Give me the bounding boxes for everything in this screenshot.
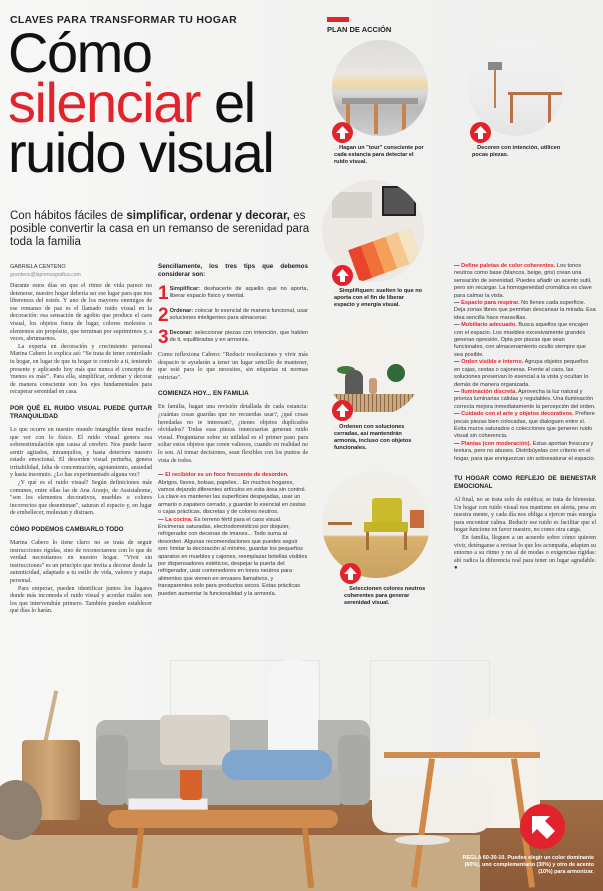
- tip-lighting: — Iluminación discreta. Aprovecha la luz natural y prioriza luminarias cálidas y regulables. Una iluminación correcta mejora inmediatamente la percepción del orden.: [454, 388, 596, 410]
- photo-yellow-chair: [322, 470, 430, 578]
- tip-label: Ordenar:: [169, 308, 194, 314]
- plan-caption: _ Seleccionen colores neutros coherentes para generar serenidad visual.: [344, 586, 426, 606]
- paragraph: Marina Cabero lo tiene claro: no se trata de seguir instrucciones rígidas, sino de reconectarnos con lo que de verdad necesitamos en nuestro hogar. "Vivir sin instrucciones" es un principio que invita a decorar desde la autenticidad, adaptado a tu estilo de vida, valores y etapa personal.: [10, 540, 152, 584]
- rule-60-30-10-caption: REGLA 60-30-10. Puedes elegir un color dominante (60%), uno complementario (30%) y otro de acento (10%) para armonizar.: [462, 855, 594, 875]
- tip-text: Prefiere pocas piezas bien colocadas, que dialoguen entre sí. Evita muros saturados o colecciones que generen ruido visual sin coherencia.: [454, 411, 595, 440]
- tip-text: seleccionar piezas con intención, que hablen de ti, equilibradas y en armonía.: [169, 330, 308, 343]
- deck-pre: Con hábitos fáciles de: [10, 210, 127, 222]
- byline: [10, 264, 81, 278]
- tip-art: — Cuidado con el arte y objetos decorativos. Prefiere pocas piezas bien colocadas, que dialoguen entre sí. Evita muros saturados o colecciones que generen ruido visual sin coherencia.: [454, 411, 595, 440]
- plan-caption: _ Hagan un "tour" consciente por cada estancia para detectar el ruido visual.: [334, 145, 424, 165]
- headline: [8, 21, 274, 184]
- arrow-up-icon: [332, 265, 353, 286]
- tip-plants: — Plantas (con moderación). Estas aportan frescura y textura, pero no abuses. Distribúyelas con criterio en el hogar, para que enriquezcan sin sobresaturar el espacio.: [454, 440, 596, 462]
- tip-item: [158, 283, 308, 304]
- paragraph: Como reflexiona Cabero: "Reducir resoluciones y vivir más despacio te ayudarán a tener un lugar sencillo de mantener, que esté para lo que necesites, sin etiquetas ni normas estrictas".: [158, 352, 308, 381]
- tip-key: Espacio para respirar.: [461, 300, 520, 307]
- paragraph: En familia, hagan una revisión detallada de cada estancia: ¿cuántas cosas guardas que no recuerdas usar?, ¿qué cosas heredadas no te interesan?, ¿tienes objetos duplicados olvidados? Todas esas piezas innecesarias generan ruido visual. Preguntarse sobre su utilidad es el primer paso para soltar estos objetos que creen valiosos, cuando en realidad no lo son. Al tomar decisiones, sean flexibles con los puntos de vista de todos.: [158, 404, 308, 464]
- paragraph-text: En familia, lleguen a un acuerdo sobre cómo quieren vivir, deténganse a revisar lo que los acompaña, adapten su entorno a su ritmo y no al de modas o exigencias rígidas: ahí radica la diferencia real para tener un lugar agradable.: [454, 534, 596, 564]
- tip-text: deshacerte de aquello que no aporta, liberar espacio físico y mental.: [169, 286, 308, 299]
- tip-number: 3: [158, 327, 169, 348]
- caption-text: Ordenen con soluciones cerradas, así mantendrán armonía, incluso con objetos funcionales.: [334, 424, 412, 451]
- tip-item: [158, 327, 308, 348]
- arrow-up-icon: [332, 400, 353, 421]
- headline-line3: ruido visual: [8, 121, 274, 184]
- tip-key: Orden visible e interno.: [461, 359, 524, 366]
- tip-key: Define paletas de color coherentes.: [461, 263, 556, 269]
- tips-intro: Sencillamente, los tres tips que debemos considerar son:: [158, 263, 308, 278]
- tip-text: colocar lo esencial de manera funcional, usar soluciones inteligentes para almacenar.: [169, 308, 308, 321]
- tip-key: Mobiliario adecuado.: [461, 322, 517, 329]
- tip-text: No llenes cada superficie. Deja zonas libres que permitan descansar la mirada. Esa idea sencilla hace maravillas.: [454, 300, 596, 321]
- caption-text: Seleccionen colores neutros coherentes para generar serenidad visual.: [344, 586, 426, 606]
- photo-kitchen: [332, 40, 428, 136]
- tip-item: [158, 305, 308, 326]
- caption-text: Hagan un "tour" consciente por cada estancia para detectar el ruido visual.: [334, 145, 424, 165]
- caption-text: Decoren con intención, utilicen pocas piezas.: [472, 145, 561, 158]
- tip-text: Agrupa objetos pequeños en cajas, cestas o cajoneras. Frente al caos, las soluciones preservan lo esencial a la vista y ocultan lo demás de manera organizada.: [454, 359, 589, 388]
- author-email[interactable]: gcenteno@laprensagrafica.com: [10, 272, 81, 278]
- paragraph: Lo que ocurre en nuestro mundo intangible tiene mucho que ver con lo físico. El ruido visual genera esa sobreestimulación que causa al cerebro. Nos puede hacer sentir agitados, intranquilos, y hasta deteriora nuestro estado emocional. El desorden visual perturba, genera irritabilidad, falta de concentración, agotamiento, ansiedad y hasta insomnio. ¿Lo has experimentado alguna vez?: [10, 426, 152, 479]
- tip-text: Estas aportan frescura y textura, pero no abuses. Distribúyelas con criterio en el hogar, para que enriquezcan sin sobresaturar el espacio.: [454, 440, 596, 462]
- author-name: GABRIELA CENTENO: [10, 264, 66, 270]
- deck: [10, 210, 310, 249]
- tip-text: Aprovecha la luz natural y prioriza luminarias cálidas y regulables. Una iluminación correcta mejora inmediatamente la percepción del orden.: [454, 388, 596, 410]
- deck-post: es posible convertir la casa en un remanso de serenidad para toda la familia: [10, 210, 310, 248]
- highlight-recibidor: — El recibidor es un foco frecuente de desorden. Abrigos, llaves, bolsas, papeles... En muchos hogares, vamos dejando diferentes artículos en esta área sin control. La clave es mantener las superficies despejadas, usar un armario o zapatero cerrado, y guardar lo esencial en cestas o cajas prácticas, discretas y de colores neutros.: [158, 472, 307, 516]
- arrow-up-icon: [470, 122, 491, 143]
- headline-line1: Cómo: [8, 21, 152, 84]
- plan-caption: _ Simplifiquen: suelten lo que no aporta con el fin de liberar espacio y energía visual.: [334, 288, 423, 308]
- paragraph: Durante estos días en que el ritmo de vida parece no detenerse, nuestro hogar debería ser ese lugar para que nos liberemos del estrés. Y uno de los mayores enemigos de ese remanso de paz es el llamado ruido visual en la decoración: esa sensación de agobio que produce el caos visual, los objetos fuera de lugar, colores molestos o elementos sin propósito, que terminan por suprimirnos y, a veces, abrumarnos.: [10, 283, 152, 343]
- tip-number: 1: [158, 283, 169, 304]
- tip-label: Simplificar:: [169, 286, 201, 292]
- tip-color-palette: — Define paletas de color coherentes. Los tonos neutros como base (blancos, beige, gris) crean una sensación de serenidad. Puedes añadir un acento sutil, pero sin recargar. La homogeneidad cromática es clave para calmar la vista.: [454, 263, 592, 299]
- highlight-text: Abrigos, llaves, bolsas, papeles... En muchos hogares, vamos dejando diferentes artículos en esta área sin control. La clave es mantener las superficies despejadas, usar un armario o zapatero cerrado, y guardar lo esencial en cestas o cajas prácticas, discretas y de colores neutros.: [158, 479, 307, 516]
- tip-order: — Orden visible e interno. Agrupa objetos pequeños en cajas, cestas o cajoneras. Frente al caos, las soluciones preservan lo esencial a la vista y ocultan lo demás de manera organizada.: [454, 359, 589, 388]
- headline-line2-rest: el: [199, 71, 255, 134]
- headline-red-word: silenciar: [8, 71, 200, 134]
- paragraph: Al final, no se trata solo de estética; se trata de bienestar. Un hogar con ruido visual nos mantiene en alerta, pesa en nuestra mente, y cada día nos obliga a ejercer más energía para encontrar calma. Reducir ese ruido es facilitar que el hogar funcione en favor nuestro, no como otra carga.: [454, 496, 596, 534]
- tip-furniture: — Mobiliario adecuado. Busca aquellos que encajen con el espacio. Los muebles excesivamente grandes generan opresión. Opta por piezas que sean funcionales, con almacenamiento oculto siempre que sea posible.: [454, 322, 589, 358]
- tip-key: Cuidado con el arte y objetos decorativos.: [461, 411, 574, 418]
- column-4: [454, 263, 596, 573]
- tip-label: Decorar:: [169, 330, 193, 336]
- deck-bold: simplificar, ordenar y decorar,: [126, 210, 290, 222]
- caption-text: Simplifiquen: suelten lo que no aporta con el fin de liberar espacio y energía visual.: [334, 288, 423, 308]
- column-1: [10, 283, 152, 616]
- tip-key: Plantas (con moderación).: [461, 440, 532, 447]
- paragraph: [454, 535, 596, 573]
- tip-text: Busca aquellos que encajen con el espacio. Los muebles excesivamente grandes generan opresión. Opta por piezas que sean funcionales, con almacenamiento oculto siempre que sea posible.: [454, 322, 589, 358]
- arrow-up-left-icon: [520, 804, 565, 849]
- highlight-text: Es terreno fértil para el caos visual. Encimeras saturadas, electrodomésticos por doquier, refrigerador con decenas de imanes... Todo suma al desorden. Algunas recomendaciones que puedes seguir son: limitar la decoración al mínimo, guardar los pequeños aparatos en muebles y cajones, reemplazar botellas visibles por dispensadores estéticos, despejar la puerta del refrigerador, usar contenedores en tonos neutros para alimentos que vienen en envases llamativos, y transparentes solo para productos secos. Estas prácticas pueden aumentar la funcionalidad y la armonía.: [158, 516, 308, 597]
- paragraph: La experta en decoración y crecimiento personal Marina Cabero lo explica así: "Se trata de tener controlado tu hogar, en lugar de que tu hogar te controle a ti, teniendo presente y aplicando hoy más que nunca el concepto de 'menos es más'". Para ella, simplificar, ordenar y decorar de manera consciente son los ejes fundamentales para recuperar serenidad en casa.: [10, 343, 152, 396]
- tip-number: 2: [158, 305, 169, 326]
- tip-text: Los tonos neutros como base (blancos, beige, gris) crean una sensación de serenidad. Puedes añadir un acento sutil, pero sin recargar. La homogeneidad cromática es clave para calmar la vista.: [454, 263, 592, 299]
- subhead: CÓMO PODEMOS CAMBIARLO TODO: [10, 526, 124, 534]
- plan-title: PLAN DE ACCIÓN: [327, 25, 392, 34]
- highlight-cocina: — La cocina. Es terreno fértil para el caos visual. Encimeras saturadas, electrodomésticos por doquier, refrigerador con decenas de imanes... Todo suma al desorden. Algunas recomendaciones que puedes seguir son: limitar la decoración al mínimo, guardar los pequeños aparatos en muebles y cajones, reemplazar botellas visibles por dispensadores estéticos, despejar la puerta del refrigerador, usar contenedores en tonos neutros para alimentos que vienen en envases llamativos, y transparentes solo para productos secos. Estas prácticas pueden aumentar la funcionalidad y la armonía.: [158, 516, 308, 597]
- plan-caption: _ Decoren con intención, utilicen pocas piezas.: [472, 145, 561, 158]
- subhead: COMIENZA HOY... EN FAMILIA: [158, 390, 249, 398]
- arrow-up-icon: [332, 122, 353, 143]
- bullet-end-icon: ●: [454, 565, 458, 572]
- highlight-key: La cocina.: [165, 516, 193, 523]
- column-2: [158, 263, 308, 598]
- paragraph: ¿Y qué es el ruido visual? Según definiciones más comunes, entre ellas las de Ana Araujo, de Assistahome, "son los elementos decorativos, muebles o colores incorrectos que desentonan", saturan el espacio y, en lugar de embellecer, molestan y distraen.: [10, 480, 152, 517]
- kicker: CLAVES PARA TRANSFORMAR TU HOGAR: [10, 14, 237, 26]
- plan-caption: _ Ordenen con soluciones cerradas, así mantendrán armonía, incluso con objetos funcionales.: [334, 424, 412, 451]
- tip-key: Iluminación discreta.: [461, 388, 517, 395]
- arrow-up-icon: [340, 563, 361, 584]
- highlight-key: El recibidor es un foco frecuente de desorden.: [165, 472, 289, 479]
- paragraph: Para empezar, pueden identificar juntos los lugares donde más incomoda el ruido visual y acordar cuáles son los que intervendrán primero. También pueden establecer qué días lo harán.: [10, 585, 152, 615]
- subhead: TU HOGAR COMO REFLEJO DE BIENESTAR EMOCIONAL: [454, 474, 596, 490]
- tip-breathing-space: — Espacio para respirar. No llenes cada superficie. Deja zonas libres que permitan descansar la mirada. Esa idea sencilla hace maravillas.: [454, 300, 596, 321]
- plan-accent-bar: [327, 17, 349, 22]
- subhead: POR QUÉ EL RUIDO VISUAL PUEDE QUITAR TRANQUILIDAD: [10, 404, 152, 420]
